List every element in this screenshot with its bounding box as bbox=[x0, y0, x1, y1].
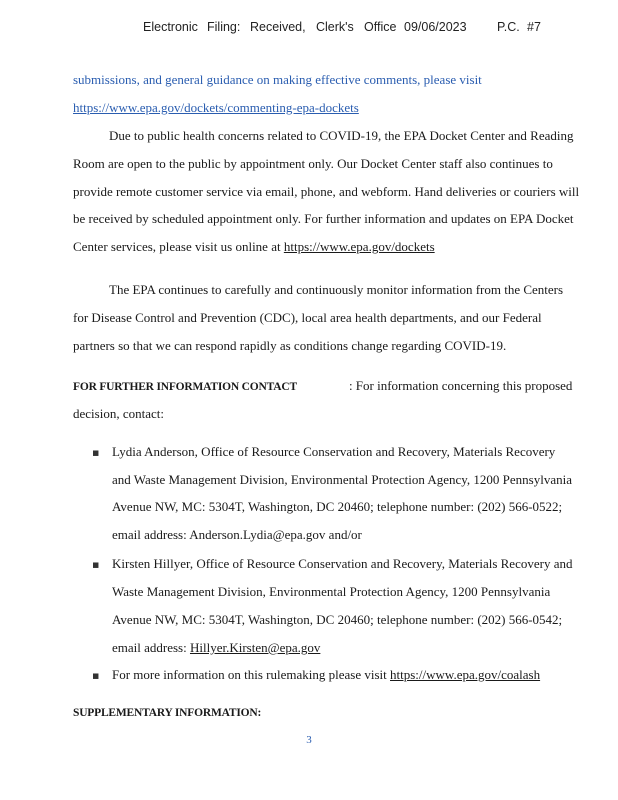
bullet-icon: ▪ bbox=[92, 669, 100, 682]
supplementary-heading: SUPPLEMENTARY INFORMATION: bbox=[73, 707, 262, 719]
intro-line-1: submissions, and general guidance on making effective comments, please visit bbox=[73, 72, 482, 87]
contact-1-line-2: and Waste Management Division, Environmental Protection Agency, 1200 Pennsylvania bbox=[112, 472, 573, 487]
header-office: Office bbox=[364, 20, 397, 34]
contact-line-1 bbox=[73, 378, 572, 395]
contact-1-email: email address: Anderson.Lydia@epa.gov and/or bbox=[112, 527, 362, 542]
bullet-icon: ▪ bbox=[92, 446, 100, 459]
monitor-para-line-2: for Disease Control and Prevention (CDC), local area health departments, and our Federal bbox=[73, 310, 542, 325]
covid-para-line-1: Due to public health concerns related to COVID-19, the EPA Docket Center and Reading bbox=[109, 128, 574, 143]
monitor-para-line-3: partners so that we can respond rapidly as conditions change regarding COVID-19. bbox=[73, 338, 507, 353]
header-electronic: Electronic bbox=[143, 20, 198, 34]
header-pc: P.C. bbox=[497, 20, 520, 34]
covid-para-line-5 bbox=[73, 239, 435, 255]
covid-para-text: Center services, please visit us online at bbox=[73, 239, 284, 254]
more-info-line bbox=[112, 667, 540, 683]
more-info-text: For more information on this rulemaking please visit bbox=[112, 667, 391, 682]
contact-text: : For information concerning this proposed bbox=[348, 378, 573, 393]
header-received: Received, bbox=[250, 20, 306, 34]
covid-para-line-3: provide remote customer service via email, phone, and webform. Hand deliveries or couriers will bbox=[73, 184, 580, 199]
hillyer-email-link[interactable]: Hillyer.Kirsten@epa.gov bbox=[189, 640, 321, 655]
header-number: #7 bbox=[527, 20, 541, 34]
header-clerks: Clerk's bbox=[316, 20, 354, 34]
contact-2-line-1: Kirsten Hillyer, Office of Resource Conservation and Recovery, Materials Recovery and bbox=[112, 556, 573, 571]
covid-para-line-4: be received by scheduled appointment only. For further information and updates on EPA Docket bbox=[73, 211, 574, 226]
header-filing: Filing: bbox=[207, 20, 241, 34]
contact-2-email bbox=[112, 640, 320, 656]
contact-1-line-3: Avenue NW, MC: 5304T, Washington, DC 20460; telephone number: (202) 566-0522; bbox=[112, 499, 563, 514]
bullet-icon: ▪ bbox=[92, 558, 100, 571]
contact-2-line-2: Waste Management Division, Environmental Protection Agency, 1200 Pennsylvania bbox=[112, 584, 551, 599]
coalash-link[interactable]: https://www.epa.gov/coalash bbox=[390, 667, 541, 682]
covid-para-line-2: Room are open to the public by appointment only. Our Docket Center staff also continues to bbox=[73, 156, 553, 171]
contact-line-2: decision, contact: bbox=[73, 406, 164, 421]
contact-2-line-3: Avenue NW, MC: 5304T, Washington, DC 20460; telephone number: (202) 566-0542; bbox=[112, 612, 563, 627]
header-date: 09/06/2023 bbox=[404, 20, 467, 34]
contact-heading: FOR FURTHER INFORMATION CONTACT bbox=[73, 381, 297, 393]
contact-1-line-1: Lydia Anderson, Office of Resource Conservation and Recovery, Materials Recovery bbox=[112, 444, 556, 459]
dockets-link[interactable]: https://www.epa.gov/dockets bbox=[283, 239, 435, 254]
monitor-para-line-1: The EPA continues to carefully and continuously monitor information from the Centers bbox=[109, 282, 564, 297]
contact-2-email-label: email address: bbox=[112, 640, 190, 655]
page-number: 3 bbox=[306, 734, 312, 746]
comment-guidance-link[interactable]: https://www.epa.gov/dockets/commenting-epa-dockets bbox=[73, 100, 359, 115]
